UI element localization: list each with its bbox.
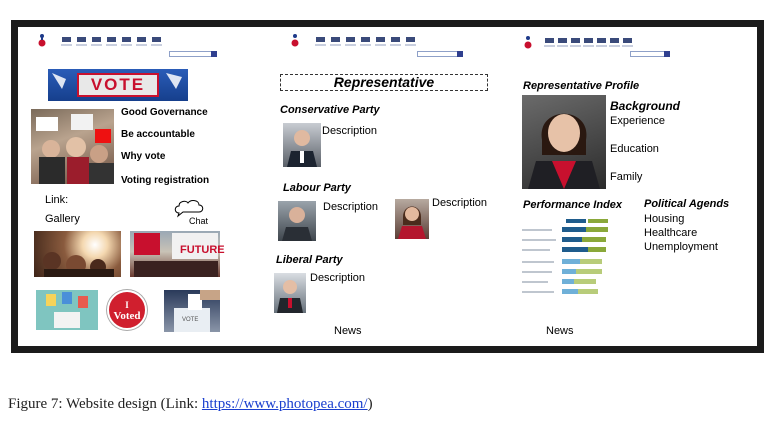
nav-info-icon[interactable] xyxy=(391,37,400,42)
nav-vote-icon[interactable] xyxy=(376,37,385,42)
nav-representative-icon[interactable] xyxy=(558,38,567,43)
news-link[interactable]: News xyxy=(334,325,362,337)
nav-contact-icon[interactable] xyxy=(152,37,161,42)
chart-legend-a xyxy=(566,219,586,223)
chat-cloud-icon[interactable] xyxy=(173,199,207,217)
menu-why-vote[interactable]: Why vote xyxy=(121,151,166,162)
nav-menu xyxy=(62,37,161,42)
i-voted-badge: I Voted xyxy=(107,290,147,330)
gallery-ballot-hands-photo[interactable] xyxy=(36,290,98,330)
ballot-box-label: VOTE xyxy=(182,317,199,323)
nav-home-icon[interactable] xyxy=(62,37,71,42)
nav-news-icon[interactable] xyxy=(107,37,116,42)
nav-contact-icon[interactable] xyxy=(406,37,415,42)
gallery-protest-photo[interactable] xyxy=(130,231,225,277)
agenda-housing[interactable]: Housing xyxy=(644,213,685,225)
nav-info-icon[interactable] xyxy=(137,37,146,42)
menu-good-governance[interactable]: Good Governance xyxy=(121,107,208,118)
nav-news-icon[interactable] xyxy=(584,38,593,43)
conservative-description: Description xyxy=(322,125,378,137)
vote-banner xyxy=(48,69,188,101)
background-family[interactable]: Family xyxy=(610,171,643,183)
performance-index-heading: Performance Index xyxy=(523,199,623,211)
protest-photo xyxy=(31,109,114,184)
screenshot-frame xyxy=(11,20,764,353)
labour-description-2: Description xyxy=(432,197,488,209)
nav-info-icon[interactable] xyxy=(610,38,619,43)
political-agenda-heading: Political Agends xyxy=(644,198,730,210)
labour-description-1: Description xyxy=(323,201,379,213)
site-logo-icon-3[interactable] xyxy=(522,35,534,49)
chart-legend-b xyxy=(588,219,608,223)
labour-party-heading[interactable]: Labour Party xyxy=(283,182,351,194)
protest-sign-text: FUTURE xyxy=(180,244,225,256)
chat-label[interactable]: Chat xyxy=(189,216,209,226)
link-label: Link: xyxy=(45,194,69,206)
nav-vote-icon[interactable] xyxy=(597,38,606,43)
caption-link[interactable]: https://www.photopea.com/ xyxy=(201,396,368,412)
nav-menu-2 xyxy=(316,37,415,42)
nav-register-icon[interactable] xyxy=(571,38,580,43)
representative-title: Representative xyxy=(280,74,488,91)
agenda-healthcare[interactable]: Healthcare xyxy=(644,227,698,239)
vote-banner-text: VOTE xyxy=(90,75,146,94)
nav-representative-icon[interactable] xyxy=(331,37,340,42)
chart-bars xyxy=(562,227,608,294)
liberal-portrait[interactable] xyxy=(274,273,306,313)
nav-vote-icon[interactable] xyxy=(122,37,131,42)
nav-home-icon[interactable] xyxy=(316,37,325,42)
caption-suffix: ) xyxy=(367,396,373,412)
chart-row-labels xyxy=(522,229,556,293)
nav-contact-icon[interactable] xyxy=(623,38,632,43)
representative-profile-title: Representative Profile xyxy=(523,80,640,92)
caption-prefix: Figure 7: Website design (Link: xyxy=(8,396,202,412)
conservative-portrait[interactable] xyxy=(283,123,321,167)
nav-representative-icon[interactable] xyxy=(77,37,86,42)
search-input[interactable] xyxy=(169,51,217,57)
news-link-2[interactable]: News xyxy=(546,325,574,337)
figure-caption xyxy=(8,396,373,413)
menu-voting-registration[interactable]: Voting registration xyxy=(121,175,210,186)
search-input-3[interactable] xyxy=(630,51,670,57)
labour-portrait-2[interactable] xyxy=(395,199,429,239)
nav-menu-3 xyxy=(545,38,632,43)
site-logo-icon-2[interactable] xyxy=(289,33,301,47)
gallery-crowd-photo[interactable] xyxy=(34,231,121,277)
liberal-description: Description xyxy=(310,272,366,284)
background-education[interactable]: Education xyxy=(610,143,659,155)
menu-be-accountable[interactable]: Be accountable xyxy=(121,129,195,140)
gallery-ballot-box-photo[interactable] xyxy=(164,290,220,332)
representative-profile-portrait xyxy=(522,95,606,189)
search-input-2[interactable] xyxy=(417,51,463,57)
labour-portrait-1[interactable] xyxy=(278,201,316,241)
nav-home-icon[interactable] xyxy=(545,38,554,43)
conservative-party-heading[interactable]: Conservative Party xyxy=(280,104,380,116)
background-experience[interactable]: Experience xyxy=(610,115,666,127)
nav-register-icon[interactable] xyxy=(92,37,101,42)
performance-index-chart xyxy=(518,217,614,303)
nav-news-icon[interactable] xyxy=(361,37,370,42)
liberal-party-heading[interactable]: Liberal Party xyxy=(276,254,343,266)
background-heading: Background xyxy=(610,99,681,113)
gallery-link[interactable]: Gallery xyxy=(45,213,80,225)
agenda-unemployment[interactable]: Unemployment xyxy=(644,241,718,253)
nav-register-icon[interactable] xyxy=(346,37,355,42)
site-logo-icon[interactable] xyxy=(36,33,48,47)
